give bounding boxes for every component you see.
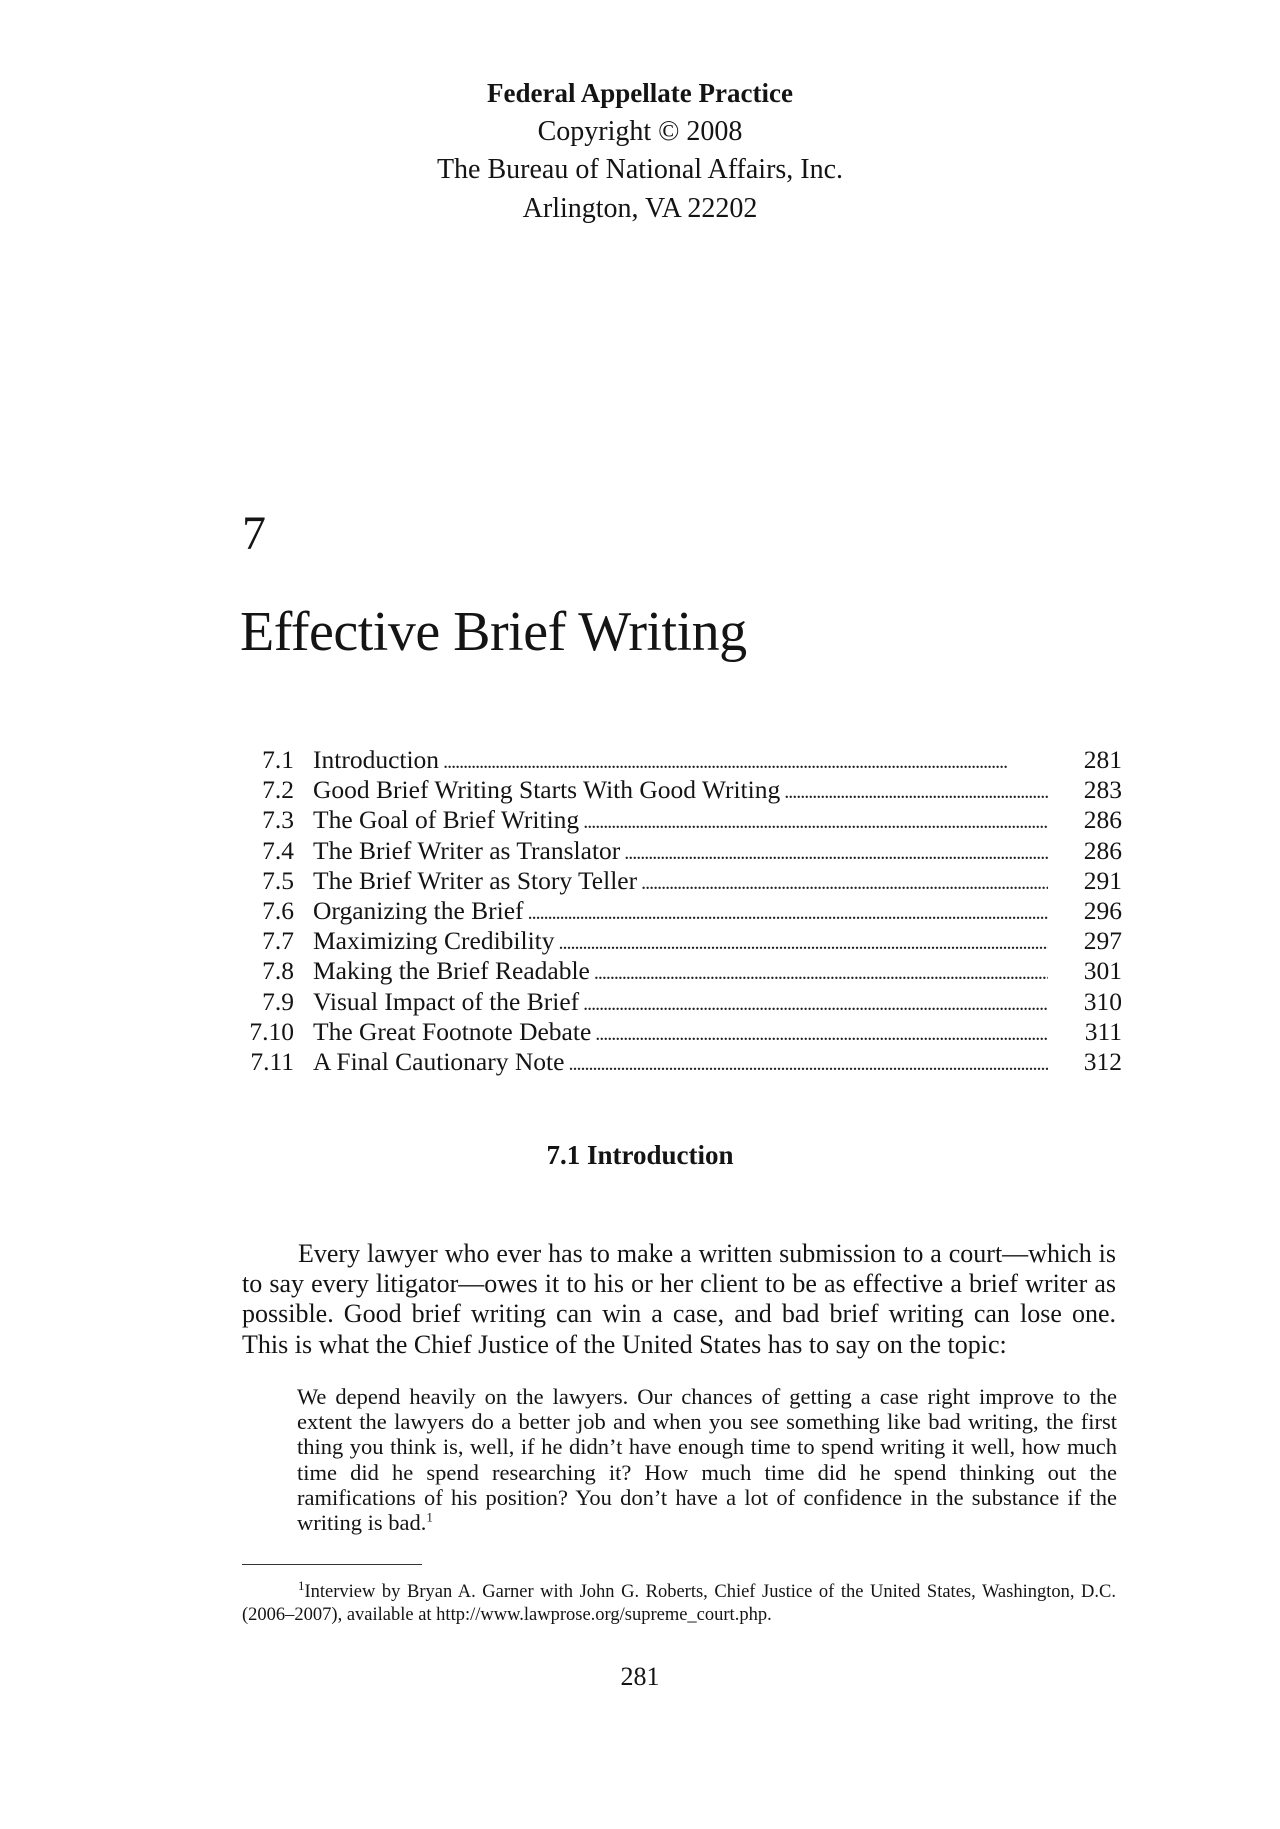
toc-page: 286: [1083, 835, 1122, 865]
toc-entry[interactable]: [242, 745, 1122, 775]
toc-title: Good Brief Writing Starts With Good Writing: [313, 775, 781, 805]
section-heading: 7.1 Introduction: [546, 1140, 734, 1170]
toc-number: 7.4: [262, 835, 294, 865]
toc-entry[interactable]: [242, 896, 1122, 926]
block-quote: [297, 1384, 1117, 1535]
chapter-number: 7: [242, 507, 266, 560]
toc-page: 312: [1083, 1046, 1122, 1076]
toc-number: 7.11: [250, 1046, 294, 1076]
toc-title: Organizing the Brief: [313, 895, 524, 925]
toc-page: 297: [1083, 926, 1122, 956]
toc-entry[interactable]: [242, 836, 1122, 866]
toc-title: The Goal of Brief Writing: [313, 805, 580, 835]
footnote-divider: [242, 1564, 422, 1565]
toc-leader: [624, 838, 1048, 868]
toc-leader: [784, 777, 1048, 807]
page-number: 281: [620, 1662, 660, 1691]
copyright-header: [0, 74, 1280, 228]
toc-entry[interactable]: [242, 1017, 1122, 1047]
toc-page: 281: [1083, 745, 1122, 774]
toc-page: 301: [1083, 956, 1122, 986]
footnote-text: Interview by Bryan A. Garner with John G. Roberts, Chief Justice of the United States, Washington, D.C. (2006–2007), available at http://www.lawprose.org/supreme_court.php.: [242, 1582, 1116, 1625]
toc-title: The Brief Writer as Translator: [313, 835, 621, 865]
toc-page: 286: [1083, 805, 1122, 835]
toc-leader: [528, 898, 1048, 928]
toc-number: 7.1: [262, 745, 294, 774]
toc-entry[interactable]: [242, 987, 1122, 1017]
table-of-contents: [242, 745, 1122, 1077]
toc-leader: [583, 989, 1048, 1019]
toc-number: 7.9: [262, 986, 294, 1016]
toc-title: Maximizing Credibility: [313, 926, 555, 956]
toc-number: 7.8: [262, 956, 294, 986]
toc-leader: [583, 807, 1048, 837]
toc-leader: [594, 958, 1048, 988]
toc-entry[interactable]: [242, 866, 1122, 896]
toc-page: 311: [1084, 1016, 1122, 1046]
toc-title: The Brief Writer as Story Teller: [313, 865, 638, 895]
toc-entry[interactable]: [242, 926, 1122, 956]
toc-entry[interactable]: [242, 956, 1122, 986]
intro-paragraph: Every lawyer who ever has to make a written submission to a court—which is to say every litigator—owes it to his or her client to be as effective a brief writer as possible. Good brief writing can win a case, and bad brief writing can lose one. This is what the Chief Justice of the United States has to say on the topic:: [242, 1239, 1116, 1359]
address-line: Arlington, VA 22202: [522, 192, 758, 224]
toc-page: 283: [1083, 775, 1122, 805]
toc-number: 7.10: [249, 1016, 294, 1046]
toc-number: 7.6: [262, 895, 294, 925]
toc-number: 7.5: [262, 865, 294, 895]
toc-entry[interactable]: [242, 1047, 1122, 1077]
toc-page: 296: [1083, 895, 1122, 925]
copyright-line: Copyright © 2008: [537, 115, 743, 147]
toc-title: Visual Impact of the Brief: [313, 986, 580, 1016]
toc-number: 7.3: [262, 805, 294, 835]
toc-title: The Great Footnote Debate: [313, 1016, 592, 1046]
toc-leader: [559, 928, 1048, 958]
footnote-reference[interactable]: 1: [426, 1509, 433, 1525]
toc-leader: [568, 1049, 1048, 1079]
quote-text: We depend heavily on the lawyers. Our chances of getting a case right improve to the extent the lawyers do a better job and when you see something like bad writing, the first thing you think is, well, if he didn’t have enough time to spend writing it well, how much time did he spend researching it? How much time did he spend thinking out the ramifications of his position? You don’t have a lot of confidence in the substance if the writing is bad.: [297, 1384, 1117, 1536]
toc-title: Introduction: [313, 745, 440, 774]
toc-entry[interactable]: [242, 805, 1122, 835]
chapter-title: Effective Brief Writing: [240, 601, 747, 663]
toc-title: A Final Cautionary Note: [313, 1046, 565, 1076]
toc-number: 7.2: [262, 775, 294, 805]
toc-number: 7.7: [262, 926, 294, 956]
toc-leader: [443, 747, 1048, 777]
publisher-line: The Bureau of National Affairs, Inc.: [436, 154, 844, 185]
footnote-marker: 1: [298, 1577, 305, 1593]
toc-title: Making the Brief Readable: [313, 956, 590, 986]
toc-page: 310: [1083, 986, 1122, 1016]
footnote: [242, 1577, 1116, 1626]
toc-leader: [641, 868, 1048, 898]
toc-entry[interactable]: [242, 775, 1122, 805]
toc-leader: [595, 1019, 1048, 1049]
toc-page: 291: [1083, 865, 1122, 895]
book-title: Federal Appellate Practice: [487, 78, 793, 108]
